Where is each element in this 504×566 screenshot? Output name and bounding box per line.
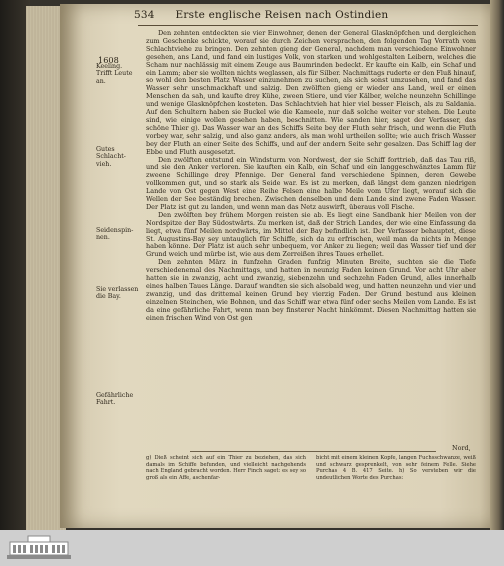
page-title: Erste englische Reisen nach Ostindien bbox=[175, 9, 389, 21]
running-header bbox=[134, 9, 474, 25]
page-fore-edge bbox=[490, 0, 504, 530]
library-building-icon bbox=[6, 533, 72, 565]
body-text bbox=[146, 30, 476, 323]
margin-note: Gefährliche Fahrt. bbox=[96, 392, 134, 407]
paragraph: Den zwölften bey frühem Morgen reisten sie ab. Es liegt eine Sandbank hier Meilen von der Nordspitze der Bay Südostwärts. Zu merken ist, daß der Strich Landes, der wie eine Einfassung da liegt, etwa fünf Meilen nordwärts, im Mittel der Bay befindlich ist. Der Verfasser behauptet, diese St. Augustins-Bay sey untauglich für Schiffe, sich da zu erfrischen, weil man da nichts in Menge haben könne. Der Platz ist auch sehr unbequem, vor Anker zu liegen; weil das Wasser tief und der Grund weich und mürbe ist, wie aus dem Zerreißen ihres Taues erhellet. bbox=[146, 210, 476, 259]
footnote-left: g) Dieß scheint sich auf ein Thier zu beziehen, das sich damals im Schiffe befunden, und vielleicht nachgehends nach England gebracht worden. Herr Finch saget: es sey so groß als ein Affe, aschenfar- bbox=[146, 455, 306, 481]
paragraph: Den zehnten März in funfzehn Graden funfzig Minuten Breite, suchten sie die Tiefe verschiedenemal des Nachmittags, und hatten in neunzig Faden keinen Grund. Vor acht Uhr aber hatten sie in zwanzig, acht und zwanzig, siebenzehn und sechzehn Faden Grund, alles innerhalb eines halben Taues Länge. Darauf wandten sie sich alsobald weg, und hatten neunzehn und vier und zwanzig, und das drittemal keinen Grund bey vierzig Faden. Der Grund bestund aus kleinen einzelnen Steinchen, wie Bohnen, und das Schiff war etwa fünf oder sechs Meilen vom Lande. Es ist da eine gefährliche Fahrt, wenn man bey finsterer Nacht hinkömmt. Diesen Nachmittag hatten sie einen frischen Wind von Ost gen bbox=[146, 258, 476, 322]
catchword: Nord, bbox=[452, 444, 471, 452]
page-number: 534 bbox=[134, 9, 155, 21]
footnote-right: bicht mit einem kleinen Kopfe, langen Fuchsschwanze, weiß und schwarz gesprenkelt, von sehr feinem Felle. Siehe Purchas 4 B. 417 Seite. h) So versteben wir die undeutlichen Worte des Purchas: bbox=[316, 455, 476, 481]
paragraph: Den zehnten entdeckten sie vier Einwohner, denen der General Glasknöpfchen und dergleichen zum Geschenke schickte, worauf sie durch Zeichen versprachen, den folgenden Tag Vorrath vom Schlachtviehe zu bringen. Den zehnten gieng der General, nachdem man verschiedene Einwohner gesehen, ans Land, und fand ein lustiges Volk, von starken und wohlgestalten Leibern, welches die Scham nur nachlässig mit einem Zeuge aus Baumrinden bedeckt. Er kaufte ein Kalb, ein Schaf und ein Lamm; aber sie wollten nichts weglassen, als für Silber. Nachmittags ruderte er den Fluß hinauf, so wohl den besten Platz Wasser einzunehmen zu suchen, als sich sonst umzusehen, und fand das Wasser sehr unschmackhaft und salzig. Den zwölften gieng er wieder ans Land, weil er einen Menschen da sah, und kaufte drey Kühe, zween Stiere, und vier Kälber, welche neunzehn Schillinge und wenige Glasknöpfchen kosteten. Das Schlachtvieh hat hier viel besser Fleisch, als zu Saldania. Auf den Schultern haben sie Buckel wie die Kameele, nur daß solche weiter vor stehen. Die Leute sind, wie einige wollen gesehen haben, beschnitten. Wie sanden hier, saget der Verfasser, das schöne Thier g). Das Wasser war an des Schiffs Seite bey der Fluth sehr frisch, und wenn die Fluth vorbey war, sehr salzig, und also ganz anders, als man wohl urtheilen sollte; wie auch frisch Wasser bey der Fluth an einer Seite des Schiffs, und auf der andern Seite sehr gesalzen. Das Schiff lag der Ebbe und Fluth ausgesetzt. bbox=[146, 29, 476, 156]
footnotes bbox=[146, 455, 476, 515]
margin-note: Gutes Schlacht- vieh. bbox=[96, 146, 126, 168]
footnote-rule bbox=[190, 451, 436, 452]
margin-note: Seidenspin- nen. bbox=[96, 227, 134, 242]
margin-note: Sie verlassen die Bay. bbox=[96, 286, 139, 301]
margin-note: Keeling. Trifft Leute an. bbox=[96, 63, 133, 85]
viewer-footer bbox=[0, 530, 504, 566]
margin-year: 1608 bbox=[98, 55, 119, 65]
header-rule bbox=[138, 25, 478, 26]
paragraph: Den zwölften entstund ein Windsturm von Nordwest, der sie Schiff forttrieb, daß das Tau riß, und sie den Anker verloren. Sie kauften ein Kalb, ein Schaf und ein langgeschwänztes Lamm für zweene Schillinge drey Pfennige. Der General fand verschiedene Spinnen, deren Gewebe vollkommen gut, und so stark als Seide war. Es ist zu merken, daß längst dem ganzen niedrigen Lande von Ost gegen West eine Reihe Felsen eine halbe Meile vom Ufer liegt, worauf sich die Wellen der See beständig brechen. Zwischen denselben und dem Lande sind zwene Faden Wasser. Der Platz ist gut zu landen, und wenn man das Netz auswirft, überaus voll Fische. bbox=[146, 155, 476, 211]
